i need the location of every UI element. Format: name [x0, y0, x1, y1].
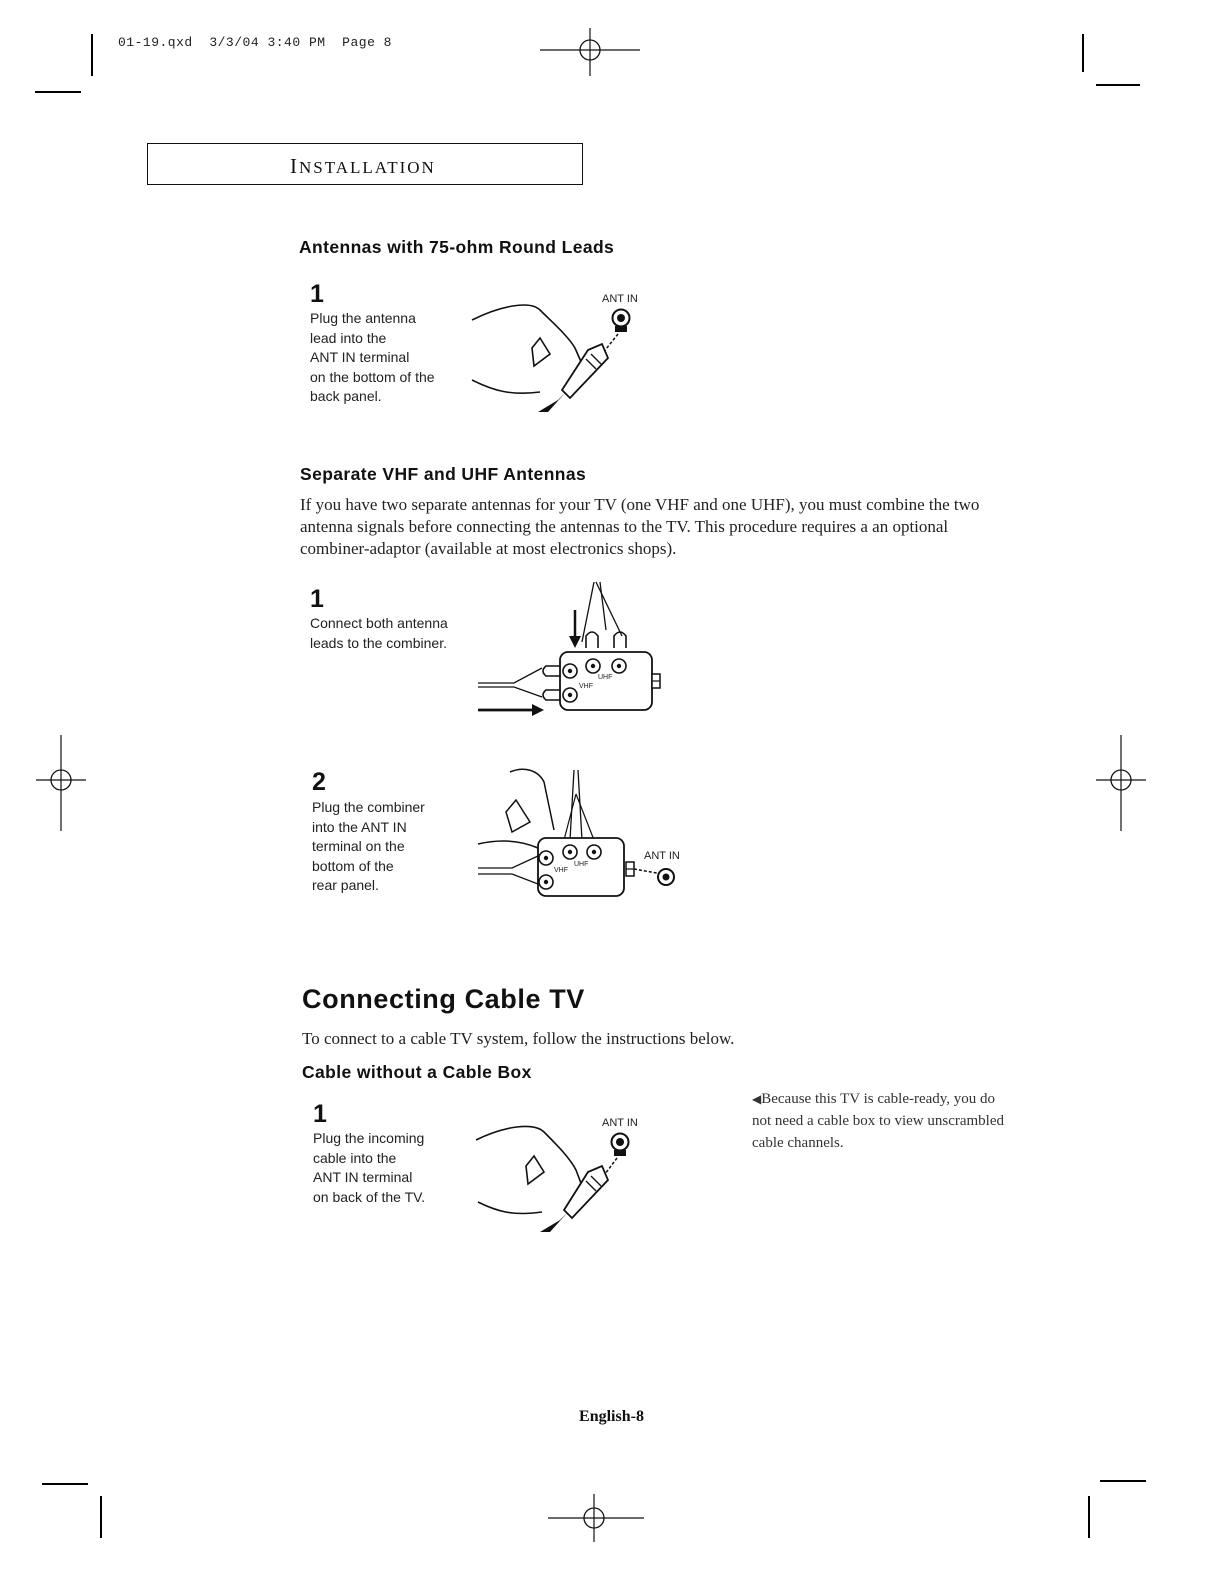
antennas-75-step-number: 1: [310, 280, 324, 308]
cable-tv-intro: To connect to a cable TV system, follow the instructions below.: [302, 1029, 735, 1048]
separate-step2-number: 2: [312, 768, 326, 796]
cable-step-text: Plug the incoming cable into the ANT IN terminal on back of the TV.: [313, 1130, 426, 1205]
cable-plug-diagram: [474, 1110, 674, 1235]
print-slug: [118, 35, 392, 50]
cable-tv-heading: Connecting Cable TV: [302, 984, 585, 1014]
separate-step1-number: 1: [310, 585, 324, 613]
ant-in-label-1: ANT IN: [602, 293, 638, 305]
ant-in-label-3: ANT IN: [602, 1117, 638, 1129]
registration-mark-top: [540, 28, 640, 78]
section-label-initial: I: [290, 154, 299, 178]
cable-step-number: 1: [313, 1100, 327, 1128]
registration-mark-bottom: [548, 1494, 644, 1544]
slug-page: Page 8: [342, 35, 392, 50]
registration-mark-right: [1096, 735, 1146, 835]
separate-step1-text: Connect both antenna leads to the combiner.: [310, 615, 448, 651]
antennas-75-heading: Antennas with 75-ohm Round Leads: [299, 237, 615, 257]
ant-in-label-2: ANT IN: [644, 850, 680, 862]
slug-file: 01-19.qxd: [118, 35, 193, 50]
uhf-label-2: UHF: [574, 861, 589, 868]
page-number: English-8: [579, 1408, 644, 1425]
vhf-label-1: VHF: [579, 683, 593, 690]
note-text: Because this TV is cable-ready, you do not need a cable box to view unscrambled cable channels.: [752, 1091, 1004, 1151]
vhf-label-2: VHF: [554, 867, 568, 874]
registration-mark-left: [36, 735, 86, 835]
separate-step2-text: Plug the combiner into the ANT IN terminal on the bottom of the rear panel.: [312, 799, 425, 893]
note-arrow-icon: ◀: [752, 1092, 762, 1106]
cable-without-box-heading: Cable without a Cable Box: [302, 1062, 532, 1082]
section-header-box: [147, 143, 583, 185]
combiner-diagram: [474, 580, 674, 720]
slug-date: 3/3/04: [209, 35, 260, 50]
separate-antennas-paragraph: If you have two separate antennas for your TV (one VHF and one UHF), you must combine the two antenna signals before connecting the antennas to the TV. This procedure requires a an optional combiner-adaptor (available at most electronics shops).: [300, 495, 980, 558]
uhf-label-1: UHF: [598, 674, 613, 681]
combiner-to-ant-in-diagram: [474, 764, 694, 904]
section-label: [290, 154, 436, 179]
separate-antennas-heading: Separate VHF and UHF Antennas: [300, 464, 587, 484]
section-label-rest: NSTALLATION: [299, 158, 436, 177]
antennas-75-step-text: Plug the antenna lead into the ANT IN terminal on the bottom of the back panel.: [310, 310, 435, 404]
antenna-plug-diagram: [470, 288, 670, 413]
cable-ready-note: [752, 1088, 1012, 1154]
slug-time: 3:40 PM: [267, 35, 326, 50]
